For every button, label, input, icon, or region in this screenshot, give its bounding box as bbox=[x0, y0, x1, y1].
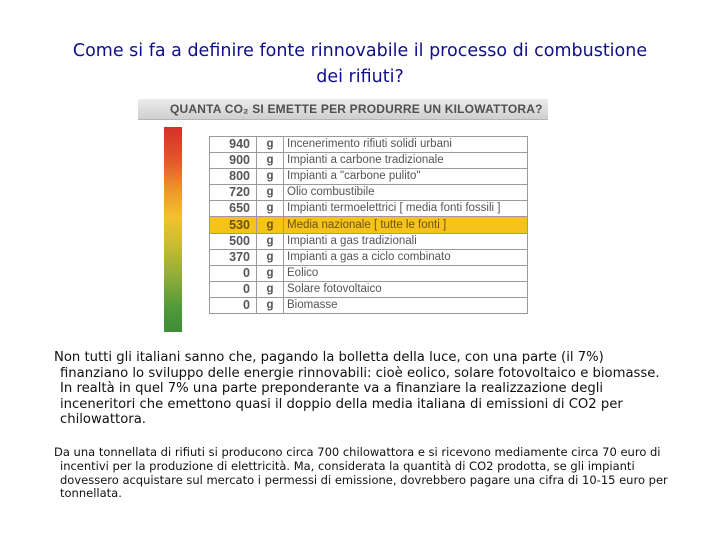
emission-value: 900 bbox=[210, 153, 257, 169]
emission-source-label: Incenerimento rifiuti solidi urbani bbox=[284, 137, 528, 153]
emission-source-label: Impianti a carbone tradizionale bbox=[284, 153, 528, 169]
emissions-table bbox=[209, 136, 528, 314]
figure-header bbox=[138, 99, 548, 120]
emission-unit: g bbox=[257, 297, 284, 313]
table-row bbox=[210, 265, 528, 281]
emission-source-label: Solare fotovoltaico bbox=[284, 281, 528, 297]
emission-unit: g bbox=[257, 153, 284, 169]
table-row bbox=[210, 169, 528, 185]
paragraph-incentives bbox=[54, 446, 674, 501]
figure-header-text: QUANTA CO₂ SI EMETTE PER PRODURRE UN KILOWATTORA? bbox=[170, 102, 543, 116]
emission-source-label: Impianti a gas a ciclo combinato bbox=[284, 249, 528, 265]
emission-value: 650 bbox=[210, 201, 257, 217]
table-row bbox=[210, 233, 528, 249]
emission-unit: g bbox=[257, 233, 284, 249]
emission-gradient-bar bbox=[164, 127, 182, 332]
paragraph-renewables-funding bbox=[54, 350, 674, 428]
emission-value: 500 bbox=[210, 233, 257, 249]
emission-source-label: Eolico bbox=[284, 265, 528, 281]
emission-value: 720 bbox=[210, 185, 257, 201]
emission-unit: g bbox=[257, 265, 284, 281]
emission-value: 940 bbox=[210, 137, 257, 153]
table-row-highlighted bbox=[210, 217, 528, 233]
emission-unit: g bbox=[257, 169, 284, 185]
table-row bbox=[210, 153, 528, 169]
emission-unit: g bbox=[257, 137, 284, 153]
table-row bbox=[210, 137, 528, 153]
paragraph-text: Da una tonnellata di rifiuti si producono circa 700 chilowattora e si ricevono mediamente circa 70 euro di incentivi per la produzione di elettricità. Ma, considerata la quantità di CO2 prodotta, se gli impianti dovessero acquistare sul mercato i permessi di emissione, dovrebbero pagare una cifra di 10-15 euro per tonnellata. bbox=[54, 445, 668, 501]
emission-unit: g bbox=[257, 249, 284, 265]
emission-source-label: Media nazionale [ tutte le fonti ] bbox=[284, 217, 528, 233]
emission-unit: g bbox=[257, 185, 284, 201]
emission-source-label: Olio combustibile bbox=[284, 185, 528, 201]
emission-unit: g bbox=[257, 281, 284, 297]
emission-value: 370 bbox=[210, 249, 257, 265]
emission-value: 0 bbox=[210, 265, 257, 281]
emission-source-label: Impianti a gas tradizionali bbox=[284, 233, 528, 249]
emission-value: 530 bbox=[210, 217, 257, 233]
emission-source-label: Impianti a "carbone pulito" bbox=[284, 169, 528, 185]
emission-value: 800 bbox=[210, 169, 257, 185]
emission-source-label: Impianti termoelettrici [ media fonti fossili ] bbox=[284, 201, 528, 217]
emission-value: 0 bbox=[210, 281, 257, 297]
emission-unit: g bbox=[257, 201, 284, 217]
table-row bbox=[210, 281, 528, 297]
table-row bbox=[210, 297, 528, 313]
emission-value: 0 bbox=[210, 297, 257, 313]
emission-source-label: Biomasse bbox=[284, 297, 528, 313]
table-row bbox=[210, 201, 528, 217]
co2-emissions-figure bbox=[138, 99, 548, 332]
paragraph-text: Non tutti gli italiani sanno che, pagando la bolletta della luce, con una parte (il 7%) finanziano lo sviluppo delle energie rinnovabili: cioè eolico, solare fotovoltaico e biomasse. In realtà in quel 7% una parte preponderante va a finanziare la realizzazione degli inceneritori che emettono quasi il doppio della media italiana di emissioni di CO2 per chilowattora. bbox=[54, 350, 660, 427]
emission-unit: g bbox=[257, 217, 284, 233]
table-row bbox=[210, 185, 528, 201]
slide-title: Come si fa a definire fonte rinnovabile il processo di combustione dei rifiuti? bbox=[72, 41, 648, 87]
table-row bbox=[210, 249, 528, 265]
